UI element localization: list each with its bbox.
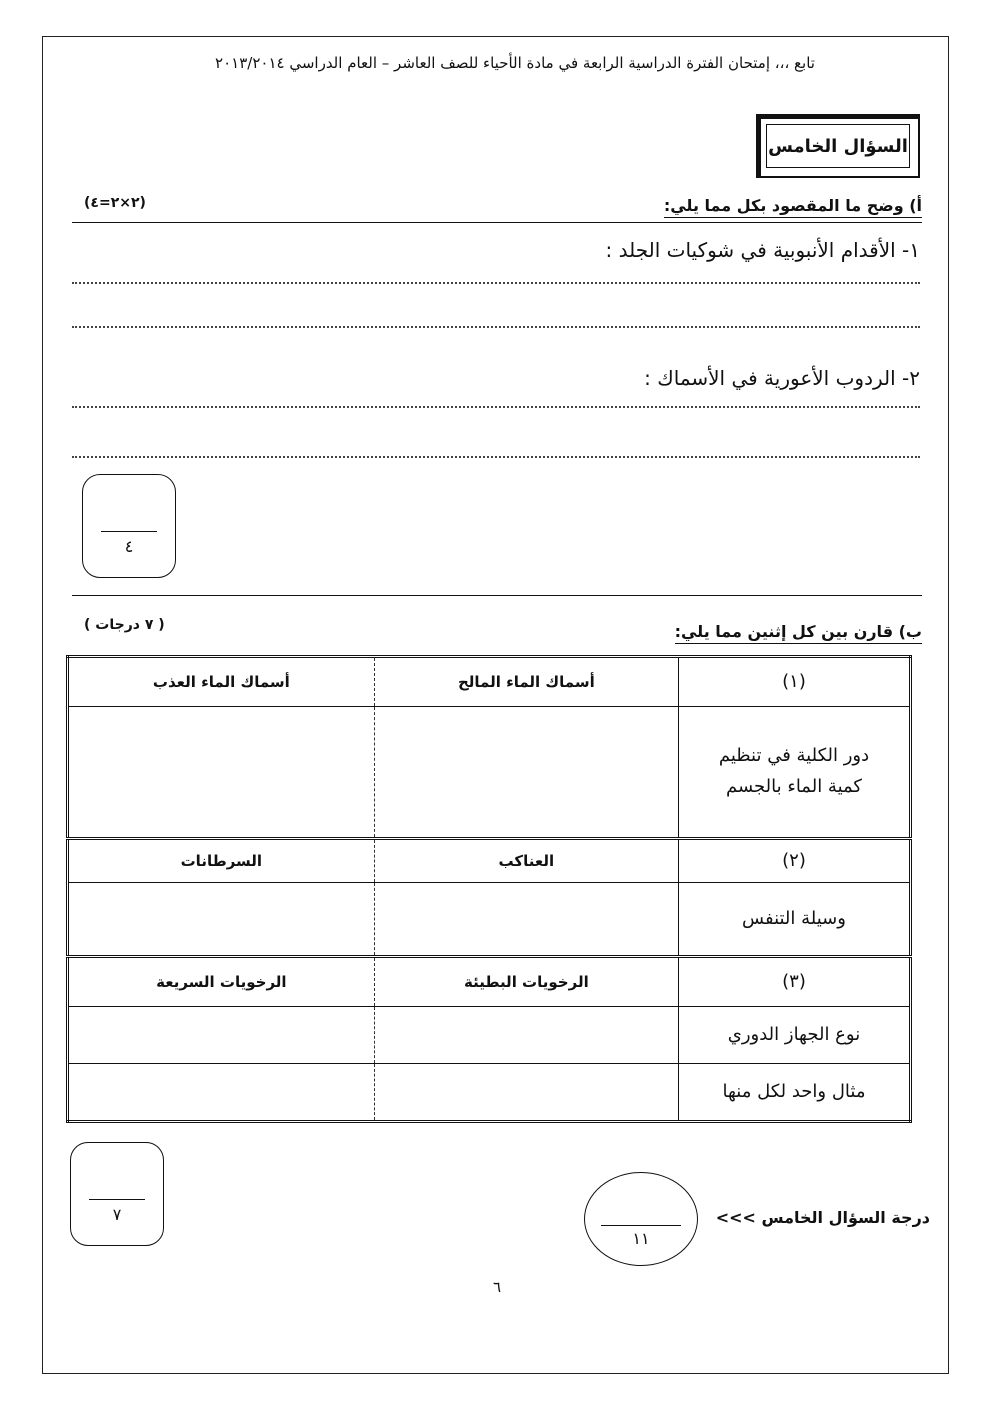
answer-cell[interactable] [68, 1064, 375, 1122]
answer-cell[interactable] [374, 707, 678, 839]
comparison-number: (٣) [679, 957, 911, 1007]
comparison-number: (٢) [679, 839, 911, 883]
score-fraction-line [601, 1225, 681, 1226]
comparison-table [66, 655, 912, 1123]
answer-cell[interactable] [374, 1064, 678, 1122]
comparison-criterion: وسيلة التنفس [679, 883, 911, 957]
table-row [68, 839, 911, 883]
section-divider [72, 595, 922, 596]
answer-cell[interactable] [374, 883, 678, 957]
answer-line[interactable] [72, 456, 920, 458]
part-a-rule [72, 222, 922, 223]
answer-cell[interactable] [68, 883, 375, 957]
part-a-marks: (٢×٢=٤) [84, 195, 146, 211]
table-row [68, 883, 911, 957]
question-title-box [756, 114, 920, 178]
column-header: أسماك الماء المالح [374, 657, 678, 707]
column-header: السرطانات [68, 839, 375, 883]
part-b-score-denominator: ٧ [112, 1205, 122, 1224]
table-row [68, 1064, 911, 1122]
score-fraction-line [89, 1199, 145, 1200]
page-number: ٦ [492, 1278, 502, 1296]
column-header: أسماك الماء العذب [68, 657, 375, 707]
part-b-heading: ب) قارن بين كل إثنين مما يلي: [675, 622, 922, 644]
table-row [68, 657, 911, 707]
answer-line[interactable] [72, 326, 920, 328]
part-a-item-1: ١- الأقدام الأنبوبية في شوكيات الجلد : [605, 238, 920, 262]
part-b-score-box [70, 1142, 164, 1246]
column-header: العناكب [374, 839, 678, 883]
page-header: تابع ،،، إمتحان الفترة الدراسية الرابعة في مادة الأحياء للصف العاشر – العام الدراسي ٢٠١٣/٢٠١٤ [215, 54, 815, 72]
total-score-label: درجة السؤال الخامس >>> [715, 1208, 930, 1227]
part-b-marks: ( ٧ درجات ) [84, 617, 165, 633]
comparison-number: (١) [679, 657, 911, 707]
part-a-heading: أ) وضح ما المقصود بكل مما يلي: [664, 196, 922, 218]
table-row [68, 707, 911, 839]
comparison-criterion: نوع الجهاز الدوري [679, 1007, 911, 1064]
total-score-oval [584, 1172, 698, 1266]
answer-line[interactable] [72, 406, 920, 408]
comparison-criterion: دور الكلية في تنظيم كمية الماء بالجسم [679, 707, 911, 839]
answer-cell[interactable] [68, 707, 375, 839]
column-header: الرخويات البطيئة [374, 957, 678, 1007]
part-a-score-box [82, 474, 176, 578]
part-a-item-2: ٢- الردوب الأعورية في الأسماك : [644, 366, 920, 390]
question-title: السؤال الخامس [766, 124, 910, 168]
total-score-denominator: ١١ [632, 1229, 650, 1248]
table-row [68, 1007, 911, 1064]
score-fraction-line [101, 531, 157, 532]
answer-line[interactable] [72, 282, 920, 284]
column-header: الرخويات السريعة [68, 957, 375, 1007]
answer-cell[interactable] [68, 1007, 375, 1064]
table-row [68, 957, 911, 1007]
part-a-score-denominator: ٤ [124, 537, 134, 556]
comparison-criterion: مثال واحد لكل منها [679, 1064, 911, 1122]
answer-cell[interactable] [374, 1007, 678, 1064]
